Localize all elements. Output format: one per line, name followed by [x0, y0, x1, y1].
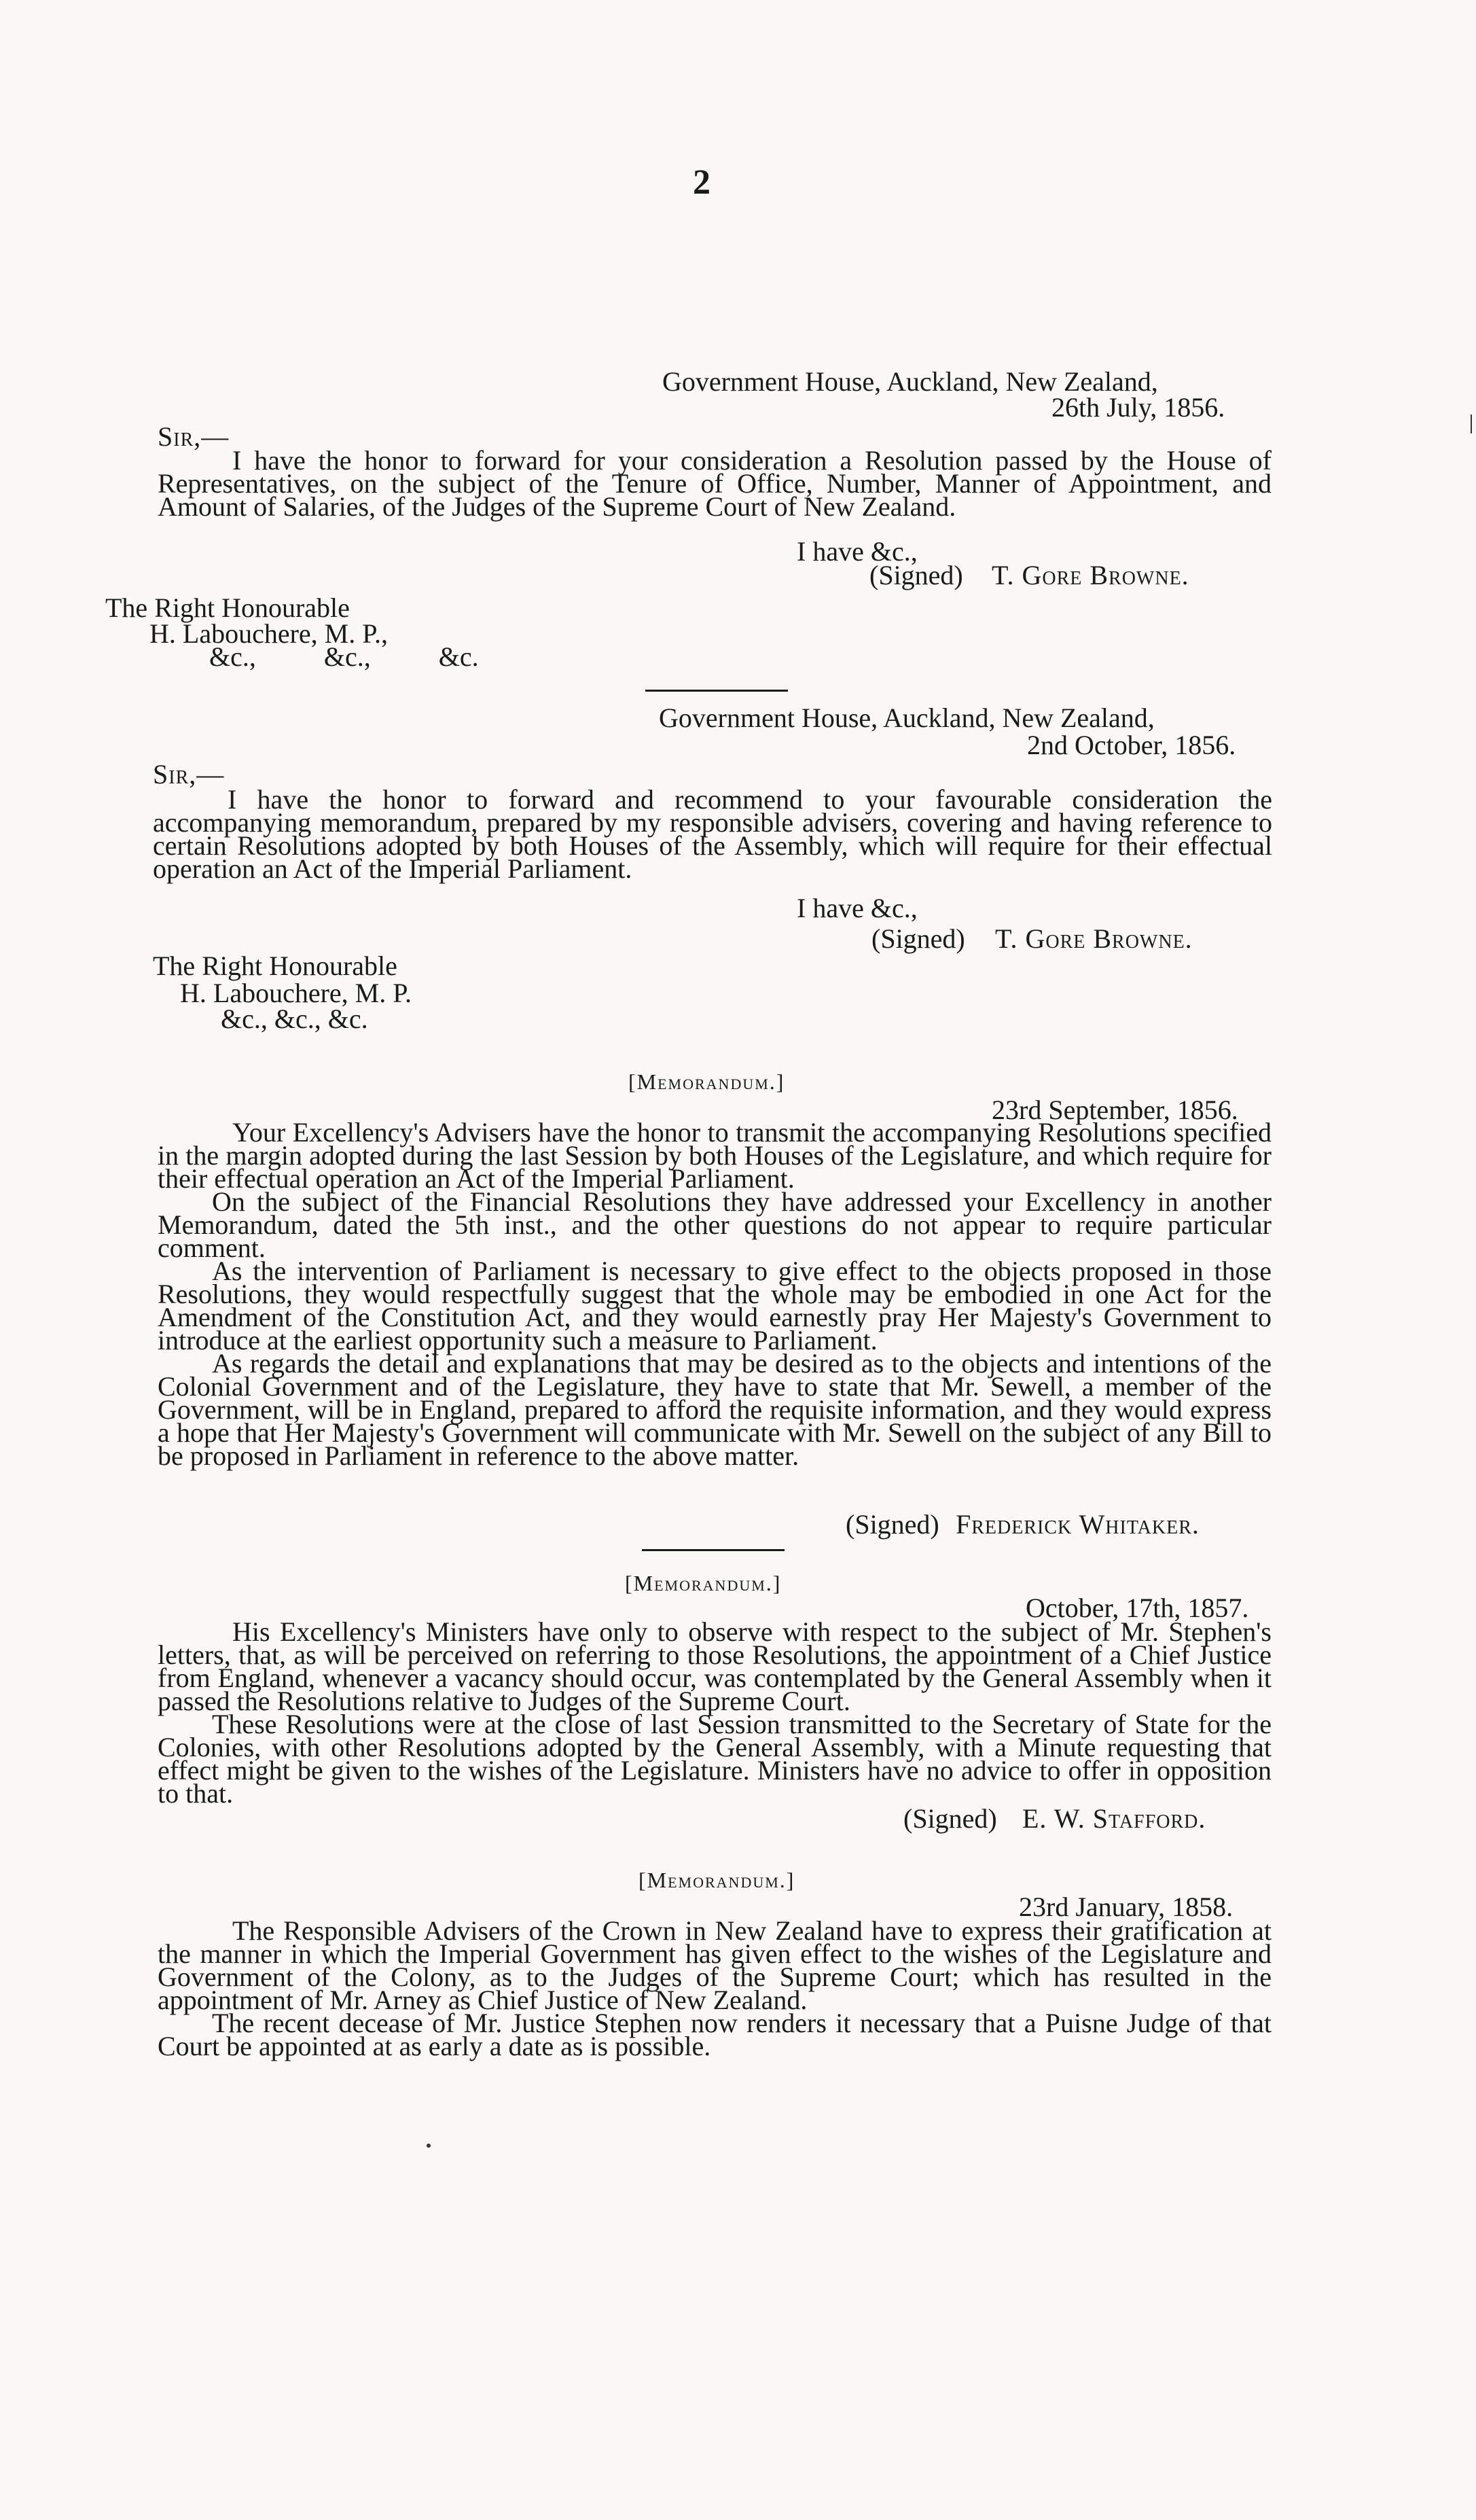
memo3-paragraph: The Responsible Advisers of the Crown in New Zealand have to express their gratification at the manner in which the Imperial Government has given effect to the wishes of the Legislature and Government of the Colony, as to the Judges of the Supreme Court; which has resulted in the appointment of Mr. Arney as Chief Justice of New Zealand. — [158, 1915, 1272, 2015]
memo2-paragraph: His Excellency's Ministers have only to observe with respect to the subject of Mr. Stephen's letters, that, as will be perceived on referring to those Resolutions, the appointment of a Chief Justice from England, whenever a vacancy should occur, was contemplated by the General Assembly when it passed the Resolutions relative to Judges of the Supreme Court. — [158, 1616, 1272, 1716]
letter1-body: I have the honor to forward for your consideration a Resolution passed by the House of Representatives, on the subject of the Tenure of Office, Number, Manner of Appointment, and Amount of Salaries, of the Judges of the Supreme Court of New Zealand. — [158, 445, 1272, 522]
letter1-date: 26th July, 1856. — [1051, 392, 1225, 423]
memo2-paragraph: These Resolutions were at the close of last Session transmitted to the Secretary of State for the Colonies, with other Resolutions adopted by the General Assembly, with a Minute requesting that effect might be given to the wishes of the Legislature. Ministers have no advice to offer in opposition to that. — [158, 1709, 1272, 1809]
letter2-signature: T. Gore Browne. — [995, 923, 1193, 954]
letter2-salutation: Sir,— — [153, 759, 225, 789]
memo1-paragraph: On the subject of the Financial Resolutions they have addressed your Excellency in another Memorandum, dated the 5th inst., and the other questions do not appear to require particular comment. — [158, 1186, 1272, 1263]
memo2-heading: [Memorandum.] — [625, 1571, 782, 1595]
letter2-recipient-line-3: &c., &c., &c. — [221, 1004, 368, 1034]
letter2-body: I have the honor to forward and recommend to your favourable consideration the accompanying memorandum, prepared by my responsible advisers, covering and having reference to certain Resolutions adopted by both Houses of the Assembly, which will require for their effectual operation an Act of the Imperial Parliament. — [153, 784, 1272, 884]
letter1-recipient-line-2: H. Labouchere, M. P., — [149, 618, 389, 649]
letter1-address: Government House, Auckland, New Zealand, — [662, 366, 1158, 397]
letter1-salutation: Sir,— — [158, 421, 230, 452]
ink-speck — [427, 2144, 431, 2148]
memo3-paragraph: The recent decease of Mr. Justice Stephen now renders it necessary that a Puisne Judge of that Court be appointed at as early a date as is possible. — [158, 2008, 1272, 2061]
letter2-date: 2nd October, 1856. — [1027, 730, 1236, 760]
page-number: 2 — [693, 163, 710, 202]
letter2-address: Government House, Auckland, New Zealand, — [659, 703, 1155, 733]
memo1-body — [158, 1117, 1272, 1471]
separator-rule-1 — [645, 690, 788, 692]
memo2-signature: E. W. Stafford. — [1022, 1803, 1206, 1834]
letter1-signature: T. Gore Browne. — [992, 560, 1189, 590]
memo1-paragraph: Your Excellency's Advisers have the honor to transmit the accompanying Resolutions specified in the margin adopted during the last Session by both Houses of the Legislature, and which require for their effectual operation an Act of the Imperial Parliament. — [158, 1117, 1272, 1194]
memo2-body — [158, 1616, 1272, 1809]
memo2-date: October, 17th, 1857. — [1026, 1593, 1249, 1623]
memo3-heading: [Memorandum.] — [638, 1868, 795, 1892]
letter2-signed-label: (Signed) — [871, 923, 965, 954]
letter2-recipient-line-2: H. Labouchere, M. P. — [180, 978, 412, 1008]
margin-mark — [1471, 414, 1472, 433]
letter1-recipient-line-1: The Right Honourable — [105, 592, 350, 623]
memo1-date: 23rd September, 1856. — [992, 1095, 1238, 1125]
memo2-signed-label: (Signed) — [903, 1803, 997, 1834]
letter1-closing: I have &c., — [797, 536, 918, 567]
separator-rule-2 — [642, 1549, 785, 1551]
memo1-signed-label: (Signed) — [846, 1509, 939, 1540]
memo1-paragraph: As the intervention of Parliament is necessary to give effect to the objects proposed in those Resolutions, they would respectfully suggest that the whole may be embodied in one Act for the Amendment of the Constitution Act, and they would earnestly pray Her Majesty's Government to introduce at the earliest opportunity such a measure to Parliament. — [158, 1256, 1272, 1355]
letter1-signed-label: (Signed) — [869, 560, 963, 590]
letter1-recipient-line-3: &c., &c., &c. — [209, 641, 479, 672]
memo1-paragraph: As regards the detail and explanations that may be desired as to the objects and intentions of the Colonial Government and of the Legislature, they have to state that Mr. Sewell, a member of the Government, will be in England, prepared to afford the requisite information, and they would express a hope that Her Majesty's Government will communicate with Mr. Sewell on the subject of any Bill to be proposed in Parliament in reference to the above matter. — [158, 1348, 1272, 1471]
memo3-date: 23rd January, 1858. — [1019, 1892, 1234, 1922]
memo3-body — [158, 1915, 1272, 2061]
memo1-signature: Frederick Whitaker. — [956, 1509, 1200, 1540]
memo1-heading: [Memorandum.] — [628, 1069, 785, 1094]
letter2-closing: I have &c., — [797, 893, 918, 923]
letter2-recipient-line-1: The Right Honourable — [153, 951, 397, 981]
